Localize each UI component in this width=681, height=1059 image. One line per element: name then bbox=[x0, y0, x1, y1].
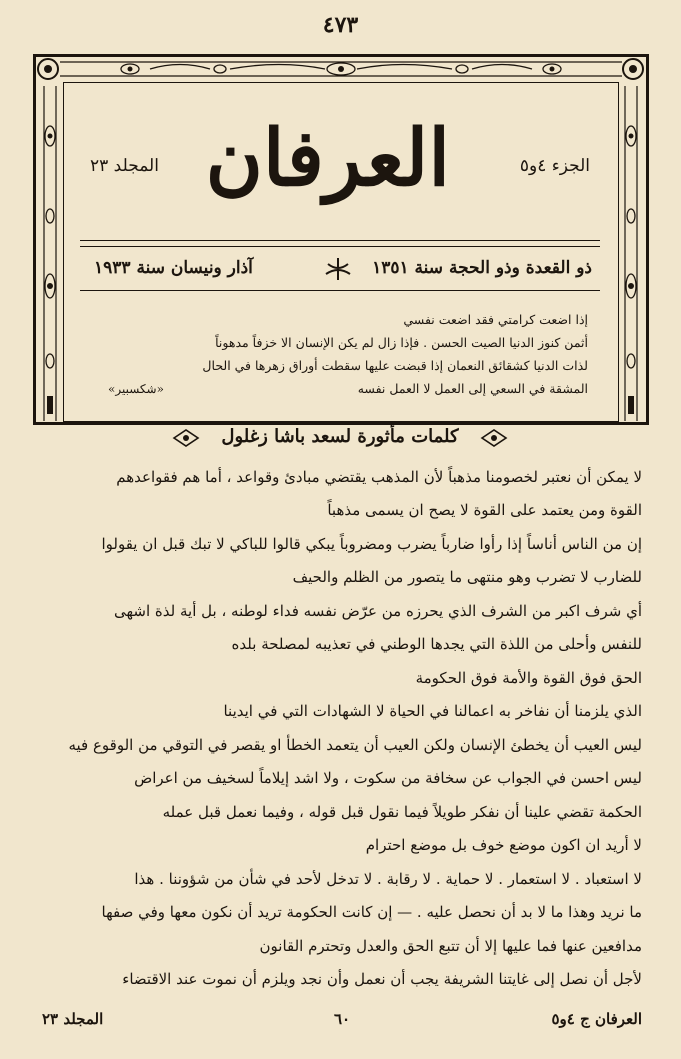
body-line: لأجل أن نصل إلى غايتنا الشريفة يجب أن نعمل وأن نجد ويلزم أن نموت عند الاقتضاء bbox=[122, 970, 642, 988]
volume-label: المجلد ٢٣ bbox=[90, 156, 159, 176]
body-line: ليس العيب أن يخطئ الإنسان ولكن العيب أن يتعمد الخطأ او يقصر في التوقي من الوقوع فيه bbox=[68, 736, 642, 754]
dateline-hijri: ذو القعدة وذو الحجة سنة ١٣٥١ bbox=[372, 258, 592, 278]
masthead bbox=[80, 96, 600, 236]
body-line: لا استعباد . لا استعمار . لا حماية . لا رقابة . لا تدخل لأحد في شأن من شؤوننا . هذا bbox=[134, 870, 642, 888]
section-title-text: كلمات مأثورة لسعد باشا زغلول bbox=[221, 426, 459, 447]
top-ornament-band bbox=[60, 58, 622, 80]
page-footer bbox=[42, 1010, 642, 1038]
body-line: ما نريد وهذا ما لا بد أن نحصل عليه . — إن كانت الحكومة تريد أن نكون معها وفي صفها bbox=[101, 903, 642, 921]
body-line: أي شرف اكبر من الشرف الذي يحرزه من عرّض نفسه فداء لوطنه ، بل أية لذة اشهى bbox=[114, 602, 642, 620]
body-line: الحكمة تقضي علينا أن نفكر طويلاً فيما نقول قبل قوله ، وفيما نعمل قبل عمله bbox=[162, 803, 642, 821]
quote-line: المشقة في السعي إلى العمل لا العمل نفسه bbox=[357, 381, 588, 396]
masthead-rule-top bbox=[80, 240, 600, 241]
quote-line: لذات الدنيا كشقائق النعمان إذا قبضت عليها سقطت أوراق زهرها في الحال bbox=[202, 358, 588, 373]
dateline-gregorian: آذار ونيسان سنة ١٩٣٣ bbox=[94, 258, 253, 278]
issue-label: الجزء ٤و٥ bbox=[519, 156, 590, 176]
quote-signature: «شكسبير» bbox=[108, 382, 164, 396]
footer-page-number: ٦٠ bbox=[333, 1010, 351, 1028]
journal-title: العرفان bbox=[205, 113, 450, 204]
body-line: الحق فوق القوة والأمة فوق الحكومة bbox=[415, 669, 642, 687]
body-line: للنفس وأحلى من اللذة التي يجدها الوطني في تعذيبه لمصلحة بلده bbox=[231, 635, 642, 653]
title-ornament-right bbox=[480, 428, 508, 448]
dateline bbox=[80, 256, 600, 286]
body-line: ليس احسن في الجواب عن سخافة من سكوت ، ولا اشد إيلاماً لسخيف من اعراض bbox=[134, 769, 642, 787]
body-line: مدافعين عنها فما عليها إلا أن تتبع الحق والعدل وتحترم القانون bbox=[259, 937, 642, 955]
shakespeare-quotes bbox=[108, 308, 588, 400]
right-ornament-band bbox=[621, 86, 641, 421]
quote-line: أثمن كنوز الدنيا الصيت الحسن . فإذا زال لم يكن الإنسان الا خزفاً مدهوناً bbox=[215, 335, 588, 350]
body-line: الذي يلزمنا أن نفاخر به اعمالنا في الحياة لا الشهادات التي في ايدينا bbox=[223, 702, 642, 720]
body-line: إن من الناس أناساً إذا رأوا ضارباً يضرب ومضروباً يبكي قالوا للباكي لا تبك قبل ان يقولوا bbox=[101, 535, 642, 553]
body-line: لا يمكن أن نعتبر لخصومنا مذهباً لأن المذهب يقتضي مبادئ وقواعد ، أما هم فقواعدهم bbox=[116, 468, 642, 486]
section-title bbox=[150, 426, 530, 456]
quote-line: إذا اضعت كرامتي فقد اضعت نفسي bbox=[403, 312, 588, 327]
corner-ornament-top-left bbox=[35, 56, 61, 82]
corner-ornament-top-right bbox=[620, 56, 646, 82]
footer-journal: العرفان ج ٤و٥ bbox=[551, 1010, 642, 1028]
body-line: للضارب لا تضرب وهو منتهى ما يتصور من الظلم والحيف bbox=[292, 568, 642, 586]
body-line: القوة ومن يعتمد على القوة لا يصح ان يسمى مذهباً bbox=[327, 501, 642, 519]
page-number: ٤٧٣ bbox=[322, 12, 359, 38]
masthead-rule-top-2 bbox=[80, 246, 600, 247]
title-ornament-left bbox=[172, 428, 200, 448]
dateline-rule bbox=[80, 290, 600, 291]
dateline-ornament bbox=[318, 254, 358, 284]
body-line: لا أريد ان اكون موضع خوف بل موضع احترام bbox=[365, 836, 642, 854]
left-ornament-band bbox=[40, 86, 60, 421]
footer-volume: المجلد ٢٣ bbox=[42, 1010, 104, 1028]
